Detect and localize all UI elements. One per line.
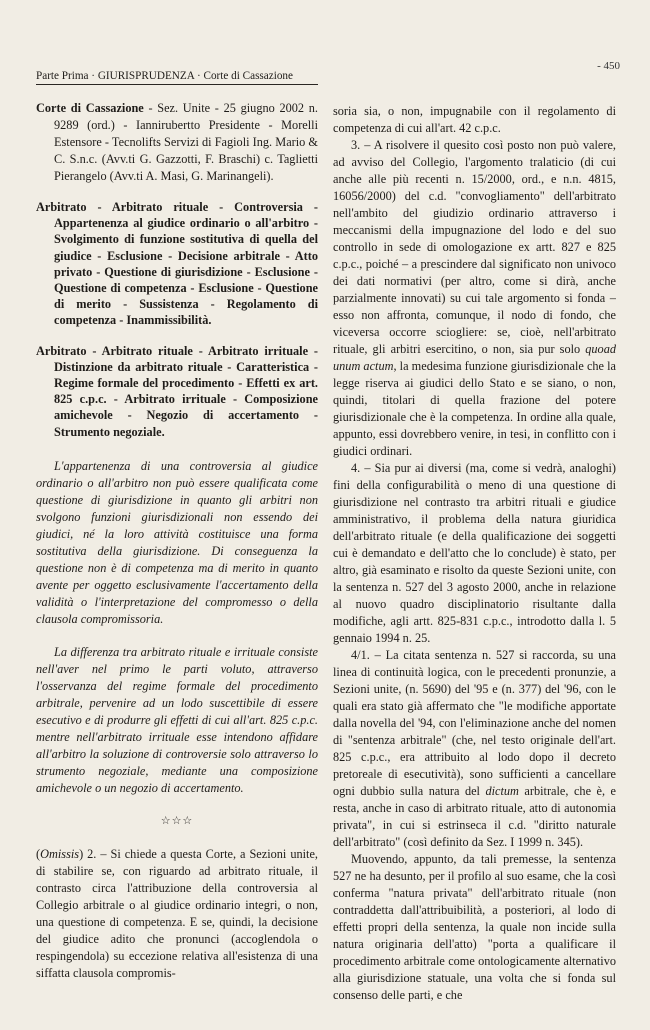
paragraph-3-italic: quoad unum actum xyxy=(333,342,616,373)
paragraph-2: (Omissis) 2. – Si chiede a questa Corte, a Sezioni unite, di stabilire se, con riguardo ad arbitrato rituale, il contrasto circa l'attribuzione della controversia al Collegio arbitrale o al giudice ordinario integri, o non, una questione di competenza. E se, quindi, la decisione del giudice adito che pronunci (accoglendola o respingendola) su eccezione relativa all'esistenza di una siffatta clausola compromis- xyxy=(36,846,318,980)
maxim-2: La differenza tra arbitrato rituale e irrituale consiste nell'aver nel primo le parti voluto, attraverso l'osservanza del regime formale del procedimento arbitrale, pervenire ad un lodo suscettibile di essere esecutivo e di produrre gli effetti di cui all'art. 825 c.p.c. mentre nell'arbitrato irrituale esse intendono affidare all'arbitro la soluzione di controversie solo attraverso lo strumento negoziale, mediante una composizione amichevole o un negozio di accertamento. xyxy=(36,644,318,795)
keywords-1: Arbitrato - Arbitrato rituale - Controversia - Appartenenza al giudice ordinario o all'arbitro - Svolgimento di funzione sostitutiva di quella del giudice - Esclusione - Decisione arbitrale - Atto privato - Questione di giurisdizione - Esclusione - Questione di competenza - Esclusione - Questione di merito - Sussistenza - Regolamento di competenza - Inammissibilità. xyxy=(36,200,318,328)
paragraph-2-text: ) 2. – Si chiede a questa Corte, a Sezioni unite, di stabilire se, con riguardo ad arbitrato rituale, il contrasto circa l'attribuzione della controversia al Collegio arbitrale o al giudice ordinario integri, o non, una questione di competenza. E se, quindi, la decisione del giudice adito che pronunci (accoglendola o respingendola) su eccezione relativa all'esistenza di una siffatta clausola compromis- xyxy=(36,846,318,980)
running-head: Parte Prima · GIURISPRUDENZA · Corte di Cassazione xyxy=(36,70,318,85)
decision-header xyxy=(36,100,318,185)
paragraph-3-end: , la medesima funzione giurisdizionale che la legge riserva ai giudici dello Stato e se siano, o non, quindi, titolari di quella frazione del potere giurisdizionale che è la competenza. In ordine alla quale, appunto, essi dovrebbero venire, in tesi, in conflitto con i giudici ordinari. xyxy=(333,359,616,458)
court-name: Corte di Cassazione xyxy=(36,101,144,115)
decision-details: - Sez. Unite - 25 giugno 2002 n. 9289 (ord.) - Iannirubertto Presidente - Morelli Estensore - Tecnolifts Servizi di Fagioli Ing. Mario & C. S.n.c. (Avv.ti G. Gazzotti, F. Braschi) c. Taglietti Pierangelo (Avv.ti A. Masi, G. Marinangeli). xyxy=(54,101,318,183)
paragraph-4-2: Muovendo, appunto, da tali premesse, la sentenza 527 ne ha desunto, per il profilo al suo esame, che la così conferma "natura privata" dell'arbitrato rituale (non contraddetta dall'attribuibilità, a posteriori, al lodo di effetti propri della sentenza, la quale non incide sulla natura originaria dell'atto) "porta a qualificare il procedimento arbitrale come ontologicamente alternativo alla giurisdizione statuale, una volta che si fonda sul consenso delle parti, e che xyxy=(333,852,616,1002)
paragraph-3-text: 3. – A risolvere il quesito così posto non può valere, ad avviso del Collegio, l'argomento tralaticio (di cui anche alle più recenti n. 15/2000, ord., e n.n. 4815, 16056/2000) del c.d. "convogliamento" dell'arbitrato nell'ambito del giudizio ordinario attraverso i meccanismi della impugnazione del lodo e del suo controllo in sede di omologazione ex artt. 827 e 825 c.p.c., poiché – a prescindere dal significato non univoco dei dati normativi (per altro, come si dirà, anche parzialmente innovati) su cui tale argomento si fonda – esso non affronta, comunque, il nodo di fondo, che viceversa occorre sciogliere: se, cioè, nell'arbitrato rituale, gli arbitri esercitino, o non, sia pur solo xyxy=(333,138,616,356)
paragraph-4-1 xyxy=(333,647,616,851)
omissis: Omissis xyxy=(40,846,80,861)
paragraph-3 xyxy=(333,137,616,460)
maxim-1: L'appartenenza di una controversia al giudice ordinario o all'arbitro non può essere qualificata come questione di giurisdizione in quanto gli arbitri non svolgono funzioni giurisdizionali non essendo dei giudici, né la loro attività costituisce una forma sostitutiva della giurisdizione. Di conseguenza la questione non è di competenza ma di merito in quanto avente per oggetto esclusivamente l'accertamento della validità o l'interpretazione del compromesso o della clausola compromissoria. xyxy=(36,458,318,626)
left-column xyxy=(36,100,318,1020)
right-column xyxy=(333,103,616,1023)
paragraph-4-1-italic: dictum xyxy=(485,784,519,798)
page-number: - 450 xyxy=(597,60,620,72)
paragraph-4-1-end: arbitrale, che è, e resta, anche in caso di arbitrato rituale, atto di autonomia privata", in cui si estrinseca il c.d. "diritto naturale dell'arbitrato" (così definito da Sez. I 1999 n. 345). xyxy=(333,784,616,849)
paragraph-4-1-text: 4/1. – La citata sentenza n. 527 si raccorda, su una linea di continuità logica, con le precedenti pronunzie, a Sezioni unite, (n. 5690) del '95 e (n. 377) del '96, con le quali era stato già affermato che "le modifiche apportate dalla novella del '94, con l'eliminazione anche del nomen di "sentenza arbitrale" (che, nel testo originale dell'art. 825 c.p.c., era attribuito al lodo dopo il decreto pretoreale di esecutività), sono sufficienti a cancellare ogni dubbio sulla natura del xyxy=(333,648,616,798)
section-separator: ☆☆☆ xyxy=(160,814,194,827)
paragraph-4: 4. – Sia pur ai diversi (ma, come si vedrà, analoghi) fini della configurabilità o meno di una questione di giurisdizione nel contrasto tra arbitri rituali e giudice amministrativo, il problema della natura giuridica dell'arbitrato rituale (e della qualificazione dei soggetti cui è demandato e dell'atto che lo conclude) è stato, per altro, già esaminato e risolto da queste Sezioni unite, con la sentenza n. 527 del 3 agosto 2000, anche in relazione al nuovo quadro disciplinatorio risultante dalla modifiche, agli artt. 825-831 c.p.c., introdotto dalla l. 5 gennaio 1994 n. 25. xyxy=(333,461,616,645)
paragraph-2-continued: soria sia, o non, impugnabile con il regolamento di competenza di cui all'art. 42 c.p.c. xyxy=(333,104,616,135)
keywords-2: Arbitrato - Arbitrato rituale - Arbitrato irrituale - Distinzione da arbitrato rituale - Caratteristica - Regime formale del procedimento - Effetti ex art. 825 c.p.c. - Arbitrato irrituale - Composizione amichevole - Negozio di accertamento - Strumento negoziale. xyxy=(36,343,318,439)
